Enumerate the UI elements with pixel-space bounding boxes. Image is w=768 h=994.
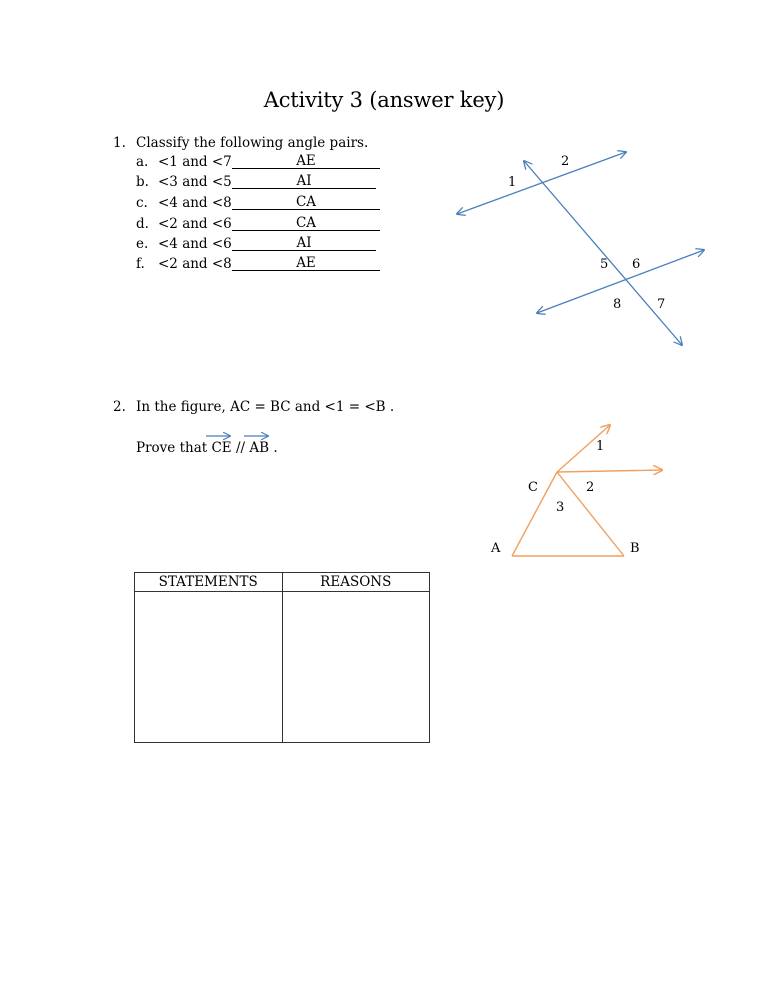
- item-letter: f.: [136, 256, 145, 272]
- item-letter: e.: [136, 236, 149, 252]
- angle-label-2: 2: [561, 154, 570, 169]
- item-letter: a.: [136, 154, 149, 170]
- ray-ab-label: AB: [249, 440, 270, 456]
- question-1-number: 1.: [113, 135, 126, 151]
- answer-blank: AI: [232, 174, 376, 189]
- angle-label-8: 8: [613, 297, 622, 312]
- vertex-label-b: B: [630, 541, 640, 556]
- ray-ce: [557, 470, 662, 472]
- vertex-label-a: A: [491, 541, 501, 556]
- proof-table: [134, 572, 430, 743]
- angle-label-2: 2: [586, 480, 595, 495]
- item-pair: <1 and <7: [158, 154, 232, 170]
- parallel-symbol: //: [235, 440, 246, 456]
- answer-blank: CA: [232, 195, 380, 210]
- vertex-label-c: C: [528, 480, 538, 495]
- angle-label-7: 7: [657, 297, 666, 312]
- ray-ce-label: CE: [211, 440, 232, 456]
- item-pair: <4 and <8: [158, 195, 232, 211]
- angle-label-3: 3: [556, 500, 565, 515]
- question-1-prompt: Classify the following angle pairs.: [136, 135, 369, 151]
- question-2-number: 2.: [113, 399, 126, 415]
- item-pair: <2 and <8: [158, 256, 232, 272]
- question-2-given: In the figure, AC = BC and <1 = <B .: [136, 399, 395, 415]
- item-pair: <3 and <5: [158, 174, 232, 190]
- angle-label-5: 5: [600, 257, 609, 272]
- answer-blank: AI: [232, 236, 376, 251]
- answer-blank: AE: [232, 154, 380, 169]
- item-letter: b.: [136, 174, 149, 190]
- angle-label-1: 1: [596, 439, 605, 454]
- prove-suffix: .: [273, 440, 278, 456]
- reasons-cell[interactable]: [282, 592, 430, 743]
- answer-blank: CA: [232, 216, 380, 231]
- angle-label-1: 1: [508, 175, 517, 190]
- page-title: Activity 3 (answer key): [263, 88, 505, 112]
- answer-blank: AE: [232, 256, 380, 271]
- item-pair: <4 and <6: [158, 236, 232, 252]
- angle-label-6: 6: [632, 257, 641, 272]
- item-pair: <2 and <6: [158, 216, 232, 232]
- parallel-line-upper: [457, 152, 626, 214]
- item-letter: d.: [136, 216, 149, 232]
- prove-statement: [136, 440, 278, 456]
- reasons-header: REASONS: [282, 573, 430, 592]
- transversal-line: [524, 161, 682, 345]
- statements-cell[interactable]: [135, 592, 283, 743]
- item-letter: c.: [136, 195, 148, 211]
- prove-prefix: Prove that: [136, 440, 208, 456]
- statements-header: STATEMENTS: [135, 573, 283, 592]
